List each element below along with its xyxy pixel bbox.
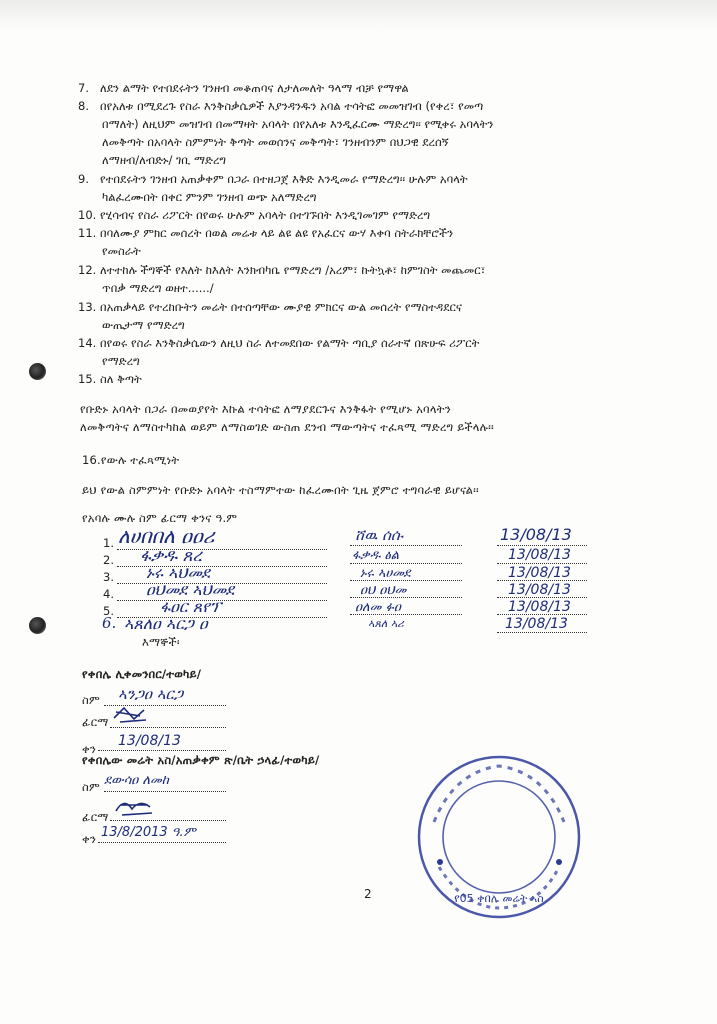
item-number: 13. <box>78 300 97 314</box>
member-name: ፋቃዱ ጸረ <box>140 546 203 566</box>
date-line <box>497 563 587 564</box>
punch-hole-bottom <box>29 617 46 634</box>
receiver1-name-label: ስም <box>82 693 100 707</box>
item-text: በባለሙያ ምክር መሰረት በወል መሬቱ ላይ ልዩ ልዩ የአፈርና ውሃ እቀባ ስትራክቸሮችን <box>100 226 454 240</box>
official-stamp <box>414 752 584 922</box>
date-line <box>497 545 587 546</box>
item-text: በየአለቱ በሚደረጉ የስራ እንቅስቃሴዎች እያንዳንዱን አባል ተሳትፎ መመዝገብ (የቀረ፣ የመጣ <box>100 99 484 113</box>
receiver2-date-value: 13/8/2013 ዓ.ም <box>101 825 196 840</box>
item-13 <box>78 300 462 315</box>
item-text: የሂሳብና የስራ ሪፖርት በየወሩ ሁሉም አባላት በተገኙበት እንዲገመገም የማድረግ <box>100 208 431 222</box>
date-line <box>497 632 587 633</box>
member-name: ኣጸለዐ ኣርጋ ዐ <box>124 614 208 633</box>
receiver2-signature <box>112 795 156 819</box>
member-date: 13/08/13 <box>500 525 572 544</box>
receiver1-name-value: ኣንጋዐ ኣርጋ <box>118 685 184 703</box>
item-text: በአጠቃላይ የተረከቡትን መሬት በተሰጣቸው ሙያዊ ምክርና ውል መሰረት የማስተዳደርና <box>100 300 462 314</box>
witnesses-label: እማኞች፡ <box>142 635 180 649</box>
item-number: 7. <box>78 81 89 95</box>
row-number: 5. <box>103 604 114 618</box>
member-date: 13/08/13 <box>505 616 568 632</box>
receiver1-signature-label: ፊርማ <box>82 715 109 729</box>
receiver2-name-label: ስም <box>82 780 100 794</box>
item-9-line-2: ካልፈረሙበት በቀር ምንም ገንዘብ ወጭ አለማድረግ <box>102 190 317 204</box>
member-signature: ኑሩ ኣሀመደ <box>360 566 411 581</box>
member-date: 13/08/13 <box>508 599 571 615</box>
item-11-line-2: የመስራት <box>102 244 141 258</box>
member-date: 13/08/13 <box>508 582 571 598</box>
item-text: ለደን ልማት የተበደሩትን ገንዘብ መቆጠባና ለታለመለት ዓላማ ብቻ የማዋል <box>100 81 409 95</box>
receiver1-date-value: 13/08/13 <box>118 733 181 749</box>
item-text: ለተተከሉ ችግኞች የእለት ከእለት እንክብካቤ የማድረግ /አረም፣ ኩትኳቶ፣ ከምገስት መጨመር፣ <box>100 263 486 277</box>
punch-hole-top <box>29 363 46 380</box>
item-8 <box>78 99 483 114</box>
member-date: 13/08/13 <box>508 547 571 563</box>
item-number: 10. <box>78 208 97 222</box>
item-text: የተበደሩትን ገንዘብ አጠቃቀም በጋራ በተዘጋጀ እቅድ እንዲመራ የማድረግ፡፡ ሁሉም አባላት <box>100 172 468 186</box>
signature-line <box>350 580 462 581</box>
signature-line <box>350 614 462 615</box>
item-7 <box>78 81 409 96</box>
receiver1-signature-line <box>110 727 226 728</box>
member-signature: ኣጸለ ኣሪ <box>368 617 404 630</box>
row-number: 2. <box>103 553 114 567</box>
signature-line <box>350 545 462 546</box>
receiver1-heading: የቀበሌ ሊቀመንበር/ተወካይ/ <box>82 667 202 681</box>
item-text: ስለ ቅጣት <box>100 372 142 386</box>
item-14-line-2: የማድረግ <box>102 354 140 368</box>
item-12-line-2: ጥበቃ ማድረግ ወዘተ....../ <box>102 281 214 295</box>
date-line <box>497 597 587 598</box>
receiver2-signature-label: ፊርማ <box>82 810 109 824</box>
receiver2-heading: የቀበሌው መሬት አስ/አጠቃቀም ጽ/ቤት ኃላፊ/ተወካይ/ <box>82 753 320 767</box>
penalty-paragraph-line-1: የቡድኑ አባላት በጋራ በመወያየት እኩል ተሳትፎ ለማያደርጉና እንቅፋት የሚሆኑ አባላትን <box>80 402 451 416</box>
section-16-text: ይህ የውል ስምምነት የቡድኑ አባላት ተስማምተው ከፈረሙበት ጊዜ ጀምሮ ተግባራዊ ይሆናል፡፡ <box>82 483 479 497</box>
row-number: 6. <box>102 614 117 632</box>
members-heading: የአባሉ ሙሉ ስም ፊርማ ቀንና ዓ.ም <box>82 511 238 525</box>
section-16-title: 16.የውሉ ተፈጻሚነት <box>82 453 180 467</box>
member-signature: ፋቃዱ ፅል <box>352 548 400 563</box>
signature-line <box>350 597 462 598</box>
receiver2-signature-line <box>110 820 226 821</box>
item-15 <box>78 372 142 387</box>
member-signature: ሸዉ ሰሱ <box>355 526 403 544</box>
item-number: 14. <box>78 336 97 350</box>
item-number: 12. <box>78 263 97 277</box>
item-text: በየወሩ የስራ እንቅስቃሴውን ለዚህ ስራ ለተመደበው የልማት ጣቢያ ሰራተኛ በጽሁፍ ሪፖርት <box>100 336 480 350</box>
receiver2-name-line <box>104 791 226 792</box>
member-date: 13/08/13 <box>508 565 571 581</box>
receiver2-name-value: ደውሳዐ ለመከ <box>104 773 169 788</box>
item-11 <box>78 226 453 241</box>
item-8-line-4: ለማዘብ/ለብድኑ/ ገቢ ማድረግ <box>102 153 227 167</box>
item-13-line-2: ውጤታማ የማድረግ <box>102 318 185 332</box>
signature-line <box>350 563 462 564</box>
item-number: 15. <box>78 372 97 386</box>
receiver2-date-line <box>98 842 226 843</box>
item-number: 11. <box>78 226 97 240</box>
penalty-paragraph-line-2: ለመቅጣትና ለማስተካከል ወይም ለማስወገድ ውስጠ ደንብ ማውጣትና ተፈጻሚ ማድረግ ይችላሉ፡፡ <box>80 420 494 434</box>
receiver2-date-label: ቀን <box>82 832 97 846</box>
row-number: 1. <box>103 536 114 550</box>
item-8-line-2: በማለት) ለዚህም መዝገብ በመማዛት አባላት በየአለቱ እንዲፈርሙ ማድረግ፡፡ የሚቀሩ አባላትን <box>102 117 494 131</box>
item-10 <box>78 208 430 223</box>
member-name: ለሀበበለ ዐዐሪ <box>118 524 215 548</box>
item-14 <box>78 336 479 351</box>
date-line <box>497 614 587 615</box>
receiver1-date-line <box>98 750 226 751</box>
member-name: ፋዐር ጸየፕ <box>160 597 222 616</box>
name-line <box>117 600 327 601</box>
receiver1-signature <box>110 704 150 726</box>
member-signature: ዐለመ ፉዐ <box>355 600 401 615</box>
row-number: 4. <box>103 587 114 601</box>
item-number: 9. <box>78 172 89 186</box>
member-signature: ዐህ ዐህመ <box>360 583 407 598</box>
page-top-shadow <box>0 0 717 30</box>
item-12 <box>78 263 485 278</box>
page-number: 2 <box>364 887 372 901</box>
stamp-text: የ05 ቀበሌ መሬት ኣስ <box>454 892 544 905</box>
receiver1-date-label: ቀን <box>82 742 97 756</box>
member-name: ዐህመደ ኣህመደ <box>146 580 235 599</box>
date-line <box>497 580 587 581</box>
item-9 <box>78 172 468 187</box>
item-8-line-3: ለመቅጣት በአባላት ስምምነት ቅጣት መወሰንና መቅጣት፣ ገንዘብንም በህጋዊ ደረሰኝ <box>102 135 449 149</box>
member-name: ኑሩ ኣህመደ <box>146 563 210 582</box>
row-number: 3. <box>103 570 114 584</box>
item-number: 8. <box>78 99 89 113</box>
